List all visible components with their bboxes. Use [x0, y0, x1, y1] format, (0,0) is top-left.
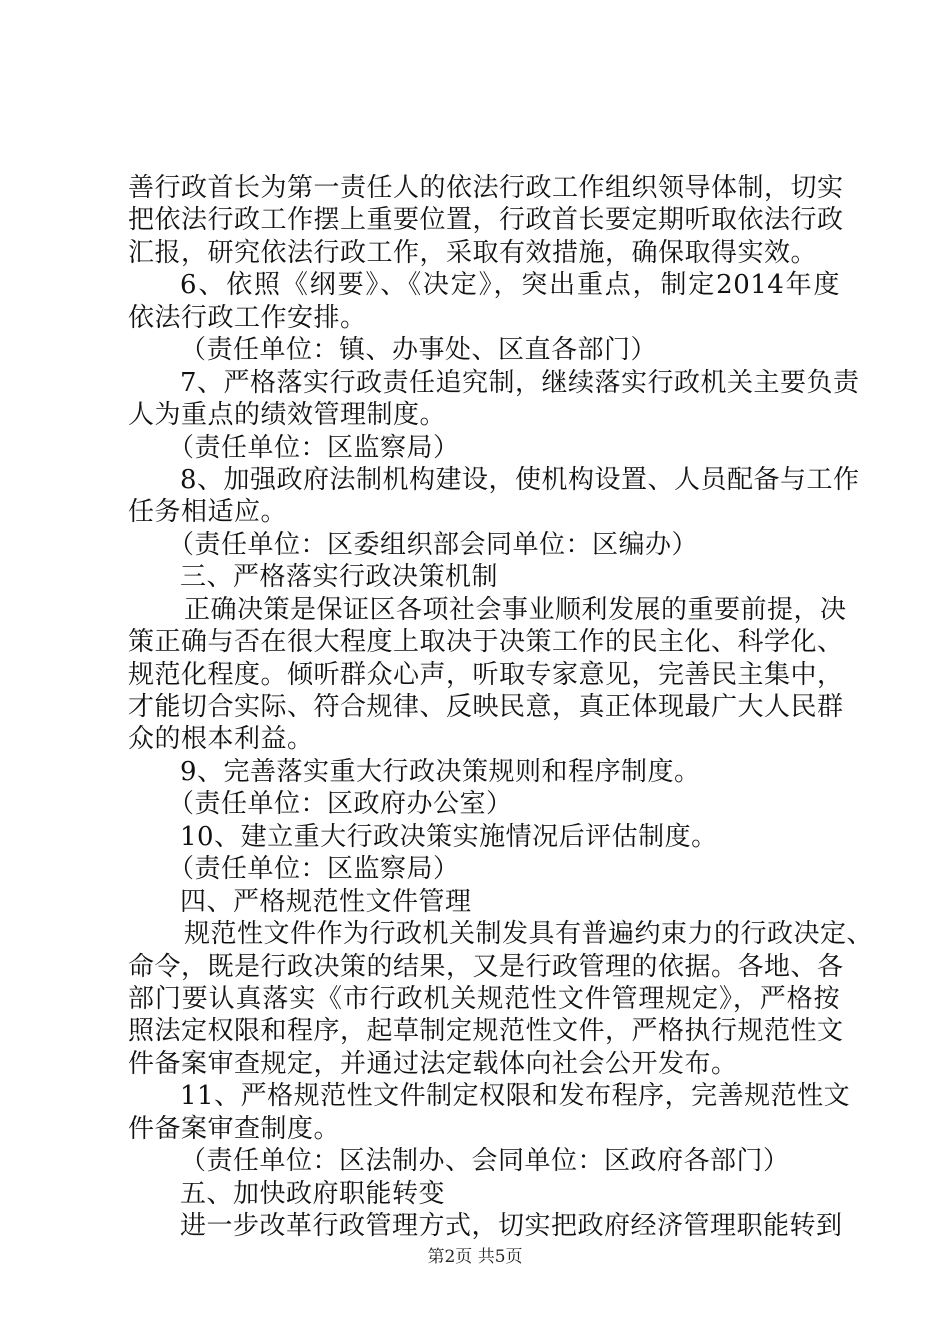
text-line: 才能切合实际、符合规律、反映民意，真正体现最广大人民群	[128, 692, 844, 722]
text-line: 人为重点的绩效管理制度。	[128, 400, 447, 431]
text-line: 11、严格规范性文件制定权限和发布程序，完善规范性文	[180, 1081, 851, 1112]
text-line: 依法行政工作安排。	[128, 302, 367, 333]
text-line: 把依法行政工作摆上重要位置，行政首长要定期听取依法行政	[128, 205, 844, 236]
text-line: （责任单位：区委组织部会同单位：区编办）	[168, 529, 699, 560]
text-line: 8、加强政府法制机构建设，使机构设置、人员配备与工作	[180, 464, 860, 495]
text-line: 进一步改革行政管理方式，切实把政府经济管理职能转到	[180, 1211, 843, 1241]
text-line: 10、建立重大行政决策实施情况后评估制度。	[180, 821, 718, 852]
text-line: 命令，既是行政决策的结果，又是行政管理的依据。各地、各	[128, 951, 844, 982]
text-line: 四、严格规范性文件管理	[180, 886, 472, 917]
text-line: （责任单位：区法制办、会同单位：区政府各部门）	[180, 1146, 790, 1177]
text-line: 善行政首长为第一责任人的依法行政工作组织领导体制，切实	[128, 173, 844, 203]
text-line: 9、完善落实重大行政决策规则和程序制度。	[180, 756, 701, 787]
text-line: 正确决策是保证区各项社会事业顺利发展的重要前提，决	[184, 594, 847, 625]
text-line: 任务相适应。	[128, 497, 288, 528]
text-line: 汇报，研究依法行政工作，采取有效措施，确保取得实效。	[128, 237, 818, 268]
text-line: 件备案审查制度。	[128, 1113, 341, 1144]
text-line: 6、依照《纲要》、《决定》，突出重点，制定2014年度	[180, 270, 840, 301]
text-line: 规范化程度。倾听群众心声，听取专家意见，完善民主集中，	[128, 659, 844, 690]
text-line: 部门要认真落实《市行政机关规范性文件管理规定》，严格按	[128, 983, 840, 1014]
text-line: （责任单位：区监察局）	[168, 432, 460, 463]
text-line: 三、严格落实行政决策机制	[180, 562, 499, 593]
text-line: 照法定权限和程序，起草制定规范性文件，严格执行规范性文	[128, 1016, 844, 1047]
text-line: （责任单位：区政府办公室）	[168, 789, 513, 820]
text-line: 规范性文件作为行政机关制发具有普遍约束力的行政决定、	[184, 919, 874, 950]
text-line: （责任单位：区监察局）	[168, 854, 460, 885]
text-line: 众的根本利益。	[128, 724, 314, 755]
text-line: （责任单位：镇、办事处、区直各部门）	[180, 335, 658, 366]
text-line: 策正确与否在很大程度上取决于决策工作的民主化、科学化、	[128, 627, 844, 658]
text-line: 五、加快政府职能转变	[180, 1178, 446, 1209]
text-line: 件备案审查规定，并通过法定载体向社会公开发布。	[128, 1048, 738, 1079]
document-body	[128, 172, 874, 1242]
page-footer: 第2页 共5页	[427, 1247, 523, 1267]
text-line: 7、严格落实行政责任追究制，继续落实行政机关主要负责	[180, 367, 860, 398]
